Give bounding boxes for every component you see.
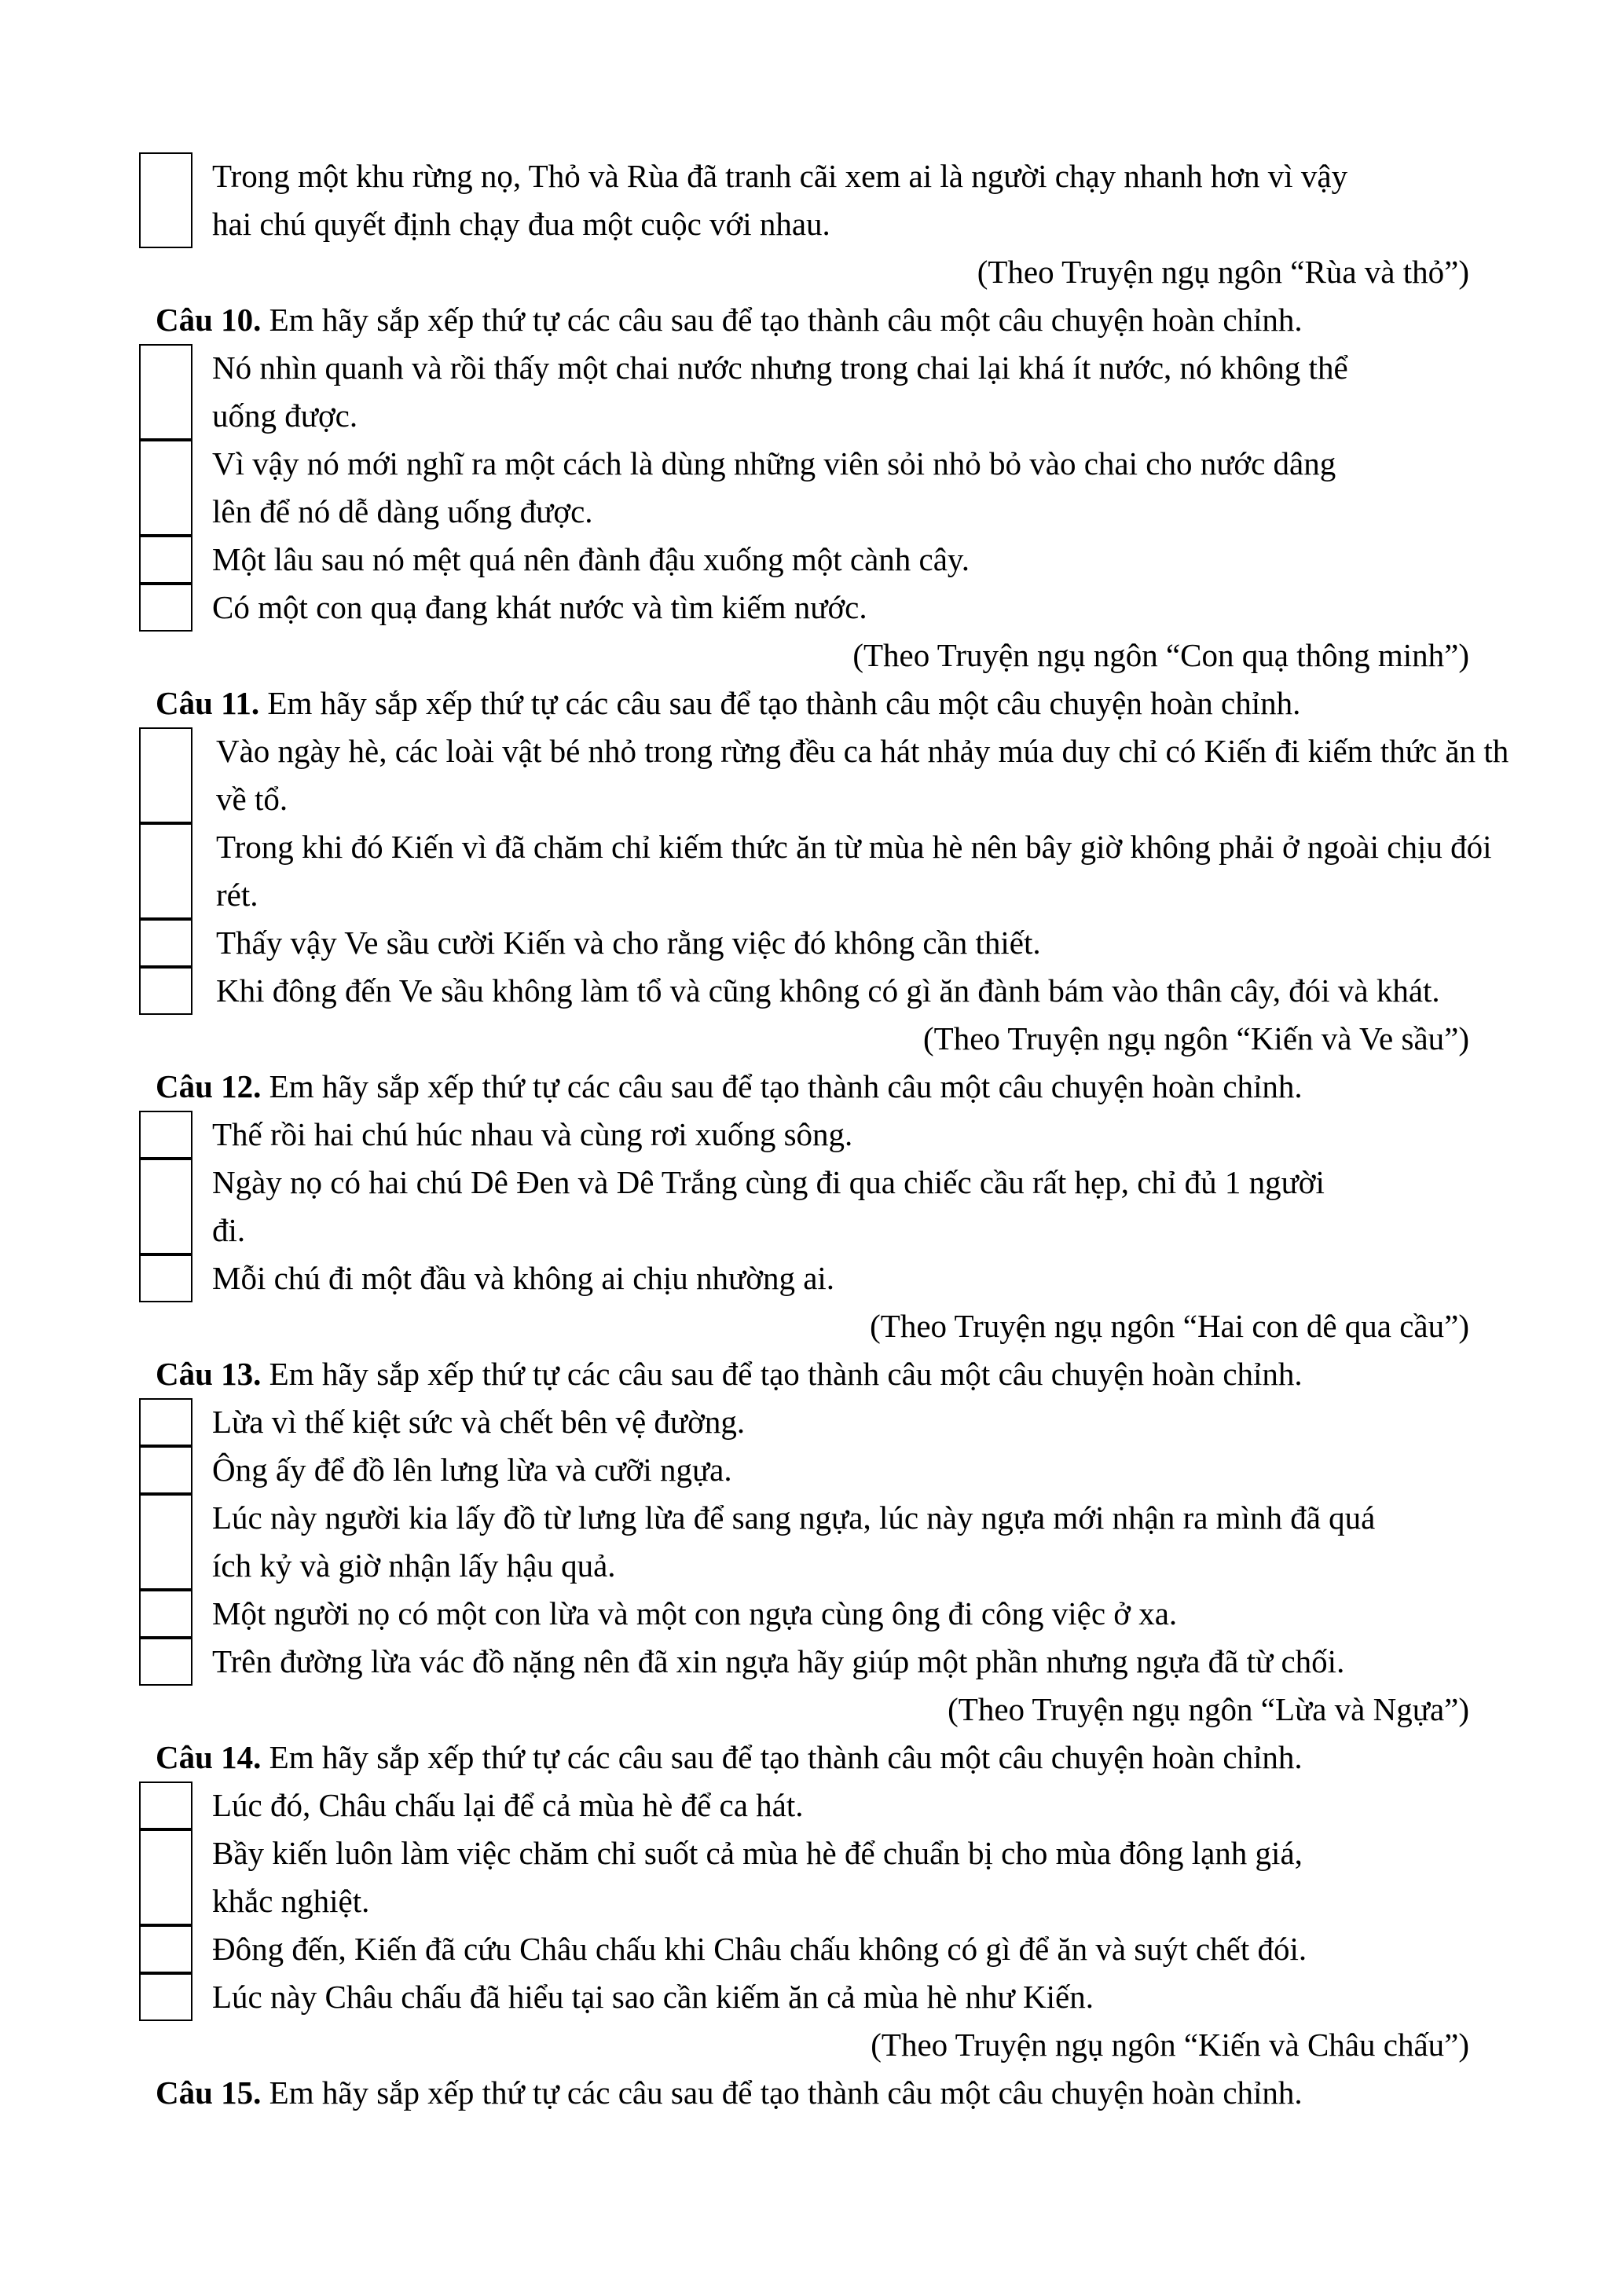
order-box[interactable] — [139, 727, 192, 823]
order-box[interactable] — [139, 344, 192, 440]
question-prompt: Em hãy sắp xếp thứ tự các câu sau để tạo thành câu một câu chuyện hoàn chỉnh. — [269, 2074, 1303, 2111]
question-label: Câu 14. — [156, 1739, 262, 1775]
item-line: khắc nghiệt. — [212, 1883, 370, 1919]
order-box[interactable] — [139, 1446, 192, 1494]
story-source: (Theo Truyện ngụ ngôn “Con quạ thông minh”) — [852, 637, 1469, 673]
story-source: (Theo Truyện ngụ ngôn “Kiến và Châu chấu”) — [871, 2027, 1469, 2063]
item-line: Ông ấy để đồ lên lưng lừa và cưỡi ngựa. — [212, 1452, 732, 1488]
order-box[interactable] — [139, 1973, 192, 2021]
order-box[interactable] — [139, 1782, 192, 1829]
question-label: Câu 13. — [156, 1356, 262, 1392]
item-line: Lúc này người kia lấy đồ từ lưng lừa để sang ngựa, lúc này ngựa mới nhận ra mình đã quá — [212, 1500, 1376, 1536]
order-box[interactable] — [139, 1398, 192, 1446]
order-box[interactable] — [139, 1925, 192, 1973]
item-line: đi. — [212, 1212, 246, 1248]
item-line: ích kỷ và giờ nhận lấy hậu quả. — [212, 1547, 616, 1584]
item-line: Mỗi chú đi một đầu và không ai chịu nhường ai. — [212, 1260, 835, 1296]
order-box[interactable] — [139, 1590, 192, 1638]
item-line: Một lâu sau nó mệt quá nên đành đậu xuống một cành cây. — [212, 541, 970, 577]
item-line: Vì vậy nó mới nghĩ ra một cách là dùng những viên sỏi nhỏ bỏ vào chai cho nước dâng — [212, 445, 1336, 482]
item-line: Một người nọ có một con lừa và một con ngựa cùng ông đi công việc ở xa. — [212, 1595, 1178, 1631]
item-line: Có một con quạ đang khát nước và tìm kiếm nước. — [212, 589, 867, 625]
item-line: Trên đường lừa vác đồ nặng nên đã xin ngựa hãy giúp một phần nhưng ngựa đã từ chối. — [212, 1643, 1345, 1679]
order-box[interactable] — [139, 440, 192, 536]
question-label: Câu 15. — [156, 2074, 262, 2111]
question-heading — [156, 296, 1303, 344]
question-heading — [156, 2069, 1303, 2117]
order-box[interactable] — [139, 1494, 192, 1590]
item-line: về tổ. — [216, 781, 288, 817]
item-line: Vào ngày hè, các loài vật bé nhỏ trong rừng đều ca hát nhảy múa duy chỉ có Kiến đi kiếm thức ăn th — [216, 733, 1509, 769]
order-box[interactable] — [139, 152, 192, 248]
question-prompt: Em hãy sắp xếp thứ tự các câu sau để tạo thành câu một câu chuyện hoàn chỉnh. — [269, 1068, 1303, 1104]
question-prompt: Em hãy sắp xếp thứ tự các câu sau để tạo thành câu một câu chuyện hoàn chỉnh. — [267, 685, 1301, 721]
item-line: Thế rồi hai chú húc nhau và cùng rơi xuống sông. — [212, 1116, 853, 1152]
order-box[interactable] — [139, 967, 192, 1015]
question-label: Câu 12. — [156, 1068, 262, 1104]
question-heading — [156, 1350, 1303, 1398]
item-line: Ngày nọ có hai chú Dê Đen và Dê Trắng cùng đi qua chiếc cầu rất hẹp, chỉ đủ 1 người — [212, 1164, 1325, 1200]
story-source: (Theo Truyện ngụ ngôn “Kiến và Ve sầu”) — [923, 1020, 1469, 1056]
question-label: Câu 10. — [156, 302, 262, 338]
order-box[interactable] — [139, 1254, 192, 1302]
order-box[interactable] — [139, 536, 192, 584]
item-line: Nó nhìn quanh và rồi thấy một chai nước nhưng trong chai lại khá ít nước, nó không thể — [212, 350, 1348, 386]
item-line: Trong khi đó Kiến vì đã chăm chỉ kiếm thức ăn từ mùa hè nên bây giờ không phải ở ngoài chịu đói — [216, 829, 1492, 865]
item-line: Trong một khu rừng nọ, Thỏ và Rùa đã tranh cãi xem ai là người chạy nhanh hơn vì vậy — [212, 158, 1348, 194]
order-box[interactable] — [139, 823, 192, 919]
order-box[interactable] — [139, 1111, 192, 1159]
question-heading — [156, 1063, 1303, 1111]
question-prompt: Em hãy sắp xếp thứ tự các câu sau để tạo thành câu một câu chuyện hoàn chỉnh. — [269, 302, 1303, 338]
question-heading — [156, 1734, 1303, 1782]
question-heading — [156, 679, 1300, 727]
order-box[interactable] — [139, 1829, 192, 1925]
order-box[interactable] — [139, 1159, 192, 1254]
item-line: Đông đến, Kiến đã cứu Châu chấu khi Châu chấu không có gì để ăn và suýt chết đói. — [212, 1931, 1307, 1967]
item-line: uống được. — [212, 397, 358, 434]
question-prompt: Em hãy sắp xếp thứ tự các câu sau để tạo thành câu một câu chuyện hoàn chỉnh. — [269, 1356, 1303, 1392]
order-box[interactable] — [139, 919, 192, 967]
order-box[interactable] — [139, 1638, 192, 1686]
item-line: lên để nó dễ dàng uống được. — [212, 493, 593, 529]
order-box[interactable] — [139, 584, 192, 632]
item-line: Lúc này Châu chấu đã hiểu tại sao cần kiếm ăn cả mùa hè như Kiến. — [212, 1979, 1094, 2015]
question-prompt: Em hãy sắp xếp thứ tự các câu sau để tạo thành câu một câu chuyện hoàn chỉnh. — [269, 1739, 1303, 1775]
question-label: Câu 11. — [156, 685, 260, 721]
item-line: Thấy vậy Ve sầu cười Kiến và cho rằng việc đó không cần thiết. — [216, 925, 1041, 961]
item-line: Lúc đó, Châu chấu lại để cả mùa hè để ca hát. — [212, 1787, 804, 1823]
item-line: Bầy kiến luôn làm việc chăm chỉ suốt cả mùa hè để chuẩn bị cho mùa đông lạnh giá, — [212, 1835, 1303, 1871]
item-line: Khi đông đến Ve sầu không làm tổ và cũng không có gì ăn đành bám vào thân cây, đói và khát. — [216, 972, 1440, 1009]
item-line: Lừa vì thế kiệt sức và chết bên vệ đường. — [212, 1404, 746, 1440]
item-line: hai chú quyết định chạy đua một cuộc với nhau. — [212, 206, 830, 242]
story-source: (Theo Truyện ngụ ngôn “Hai con dê qua cầu”) — [870, 1308, 1469, 1344]
story-source: (Theo Truyện ngụ ngôn “Lừa và Ngựa”) — [948, 1691, 1469, 1727]
story-source: (Theo Truyện ngụ ngôn “Rùa và thỏ”) — [977, 254, 1469, 290]
item-line: rét. — [216, 877, 258, 913]
